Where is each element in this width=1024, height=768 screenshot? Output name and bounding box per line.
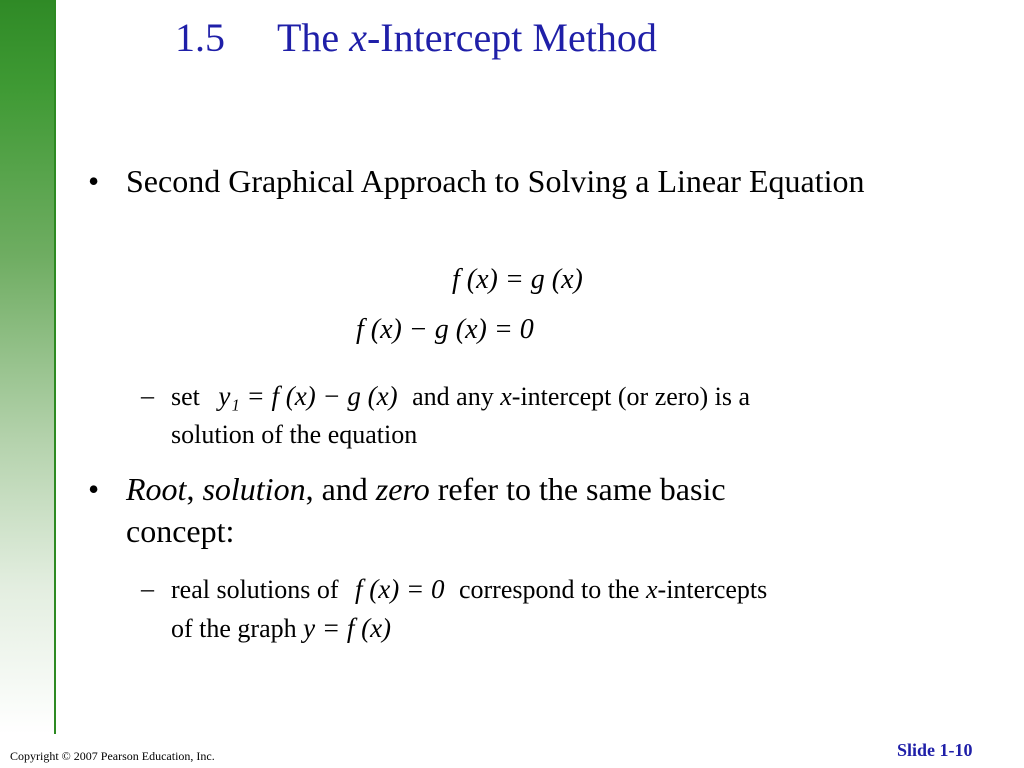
- sub2-math2: y = f (x): [303, 613, 392, 643]
- sidebar-divider: [54, 0, 56, 734]
- equation-f-minus-g-zero: f (x) − g (x) = 0: [356, 314, 534, 345]
- word-root: Root: [126, 471, 187, 507]
- word-zero: zero: [375, 471, 430, 507]
- sub-bullet-set-y1: [141, 377, 971, 454]
- equation-f-equals-g: f (x) = g (x): [452, 264, 583, 295]
- sub2-math: f (x) = 0: [355, 574, 445, 604]
- sub2-line2: of the graph: [171, 614, 297, 643]
- bullet-marker: •: [88, 163, 100, 199]
- sub-bullet-real-solutions: [141, 570, 971, 648]
- bullet-text: Second Graphical Approach to Solving a Linear Equation: [126, 163, 865, 199]
- title-var: x: [349, 15, 367, 60]
- title-post: -Intercept Method: [366, 15, 657, 60]
- comma-1: ,: [186, 471, 203, 507]
- bullet-marker: •: [88, 471, 100, 507]
- slide-title: [175, 14, 657, 61]
- title-number: 1.5: [175, 15, 225, 60]
- bullet2-rest: refer to the same basic: [429, 471, 726, 507]
- sub1-pre: set: [171, 382, 200, 411]
- decorative-sidebar: [0, 0, 54, 734]
- sub2-pre: real solutions of: [171, 575, 339, 604]
- sub1-math: y₁ = f (x) − g (x): [218, 381, 398, 411]
- bullet-second-approach: [88, 160, 926, 202]
- bullet2-line2: concept:: [126, 513, 235, 549]
- comma-and: , and: [305, 471, 376, 507]
- bullet-root-solution-zero: [88, 468, 926, 552]
- sub1-mid: and any: [412, 382, 494, 411]
- title-pre: The: [277, 15, 350, 60]
- sub2-var: x: [645, 575, 658, 604]
- slide-number: Slide 1-10: [897, 740, 973, 760]
- sub1-line2: solution of the equation: [171, 420, 418, 449]
- sub1-post: -intercept (or zero) is a: [511, 382, 750, 411]
- sub1-var: x: [500, 382, 512, 411]
- sub2-mid: correspond to the: [458, 575, 640, 604]
- sub-bullet-marker: –: [141, 574, 154, 603]
- copyright-text: Copyright © 2007 Pearson Education, Inc.: [10, 749, 215, 763]
- sub2-post: -intercepts: [657, 575, 768, 604]
- sub-bullet-marker: –: [141, 381, 154, 410]
- word-solution: solution: [202, 471, 306, 507]
